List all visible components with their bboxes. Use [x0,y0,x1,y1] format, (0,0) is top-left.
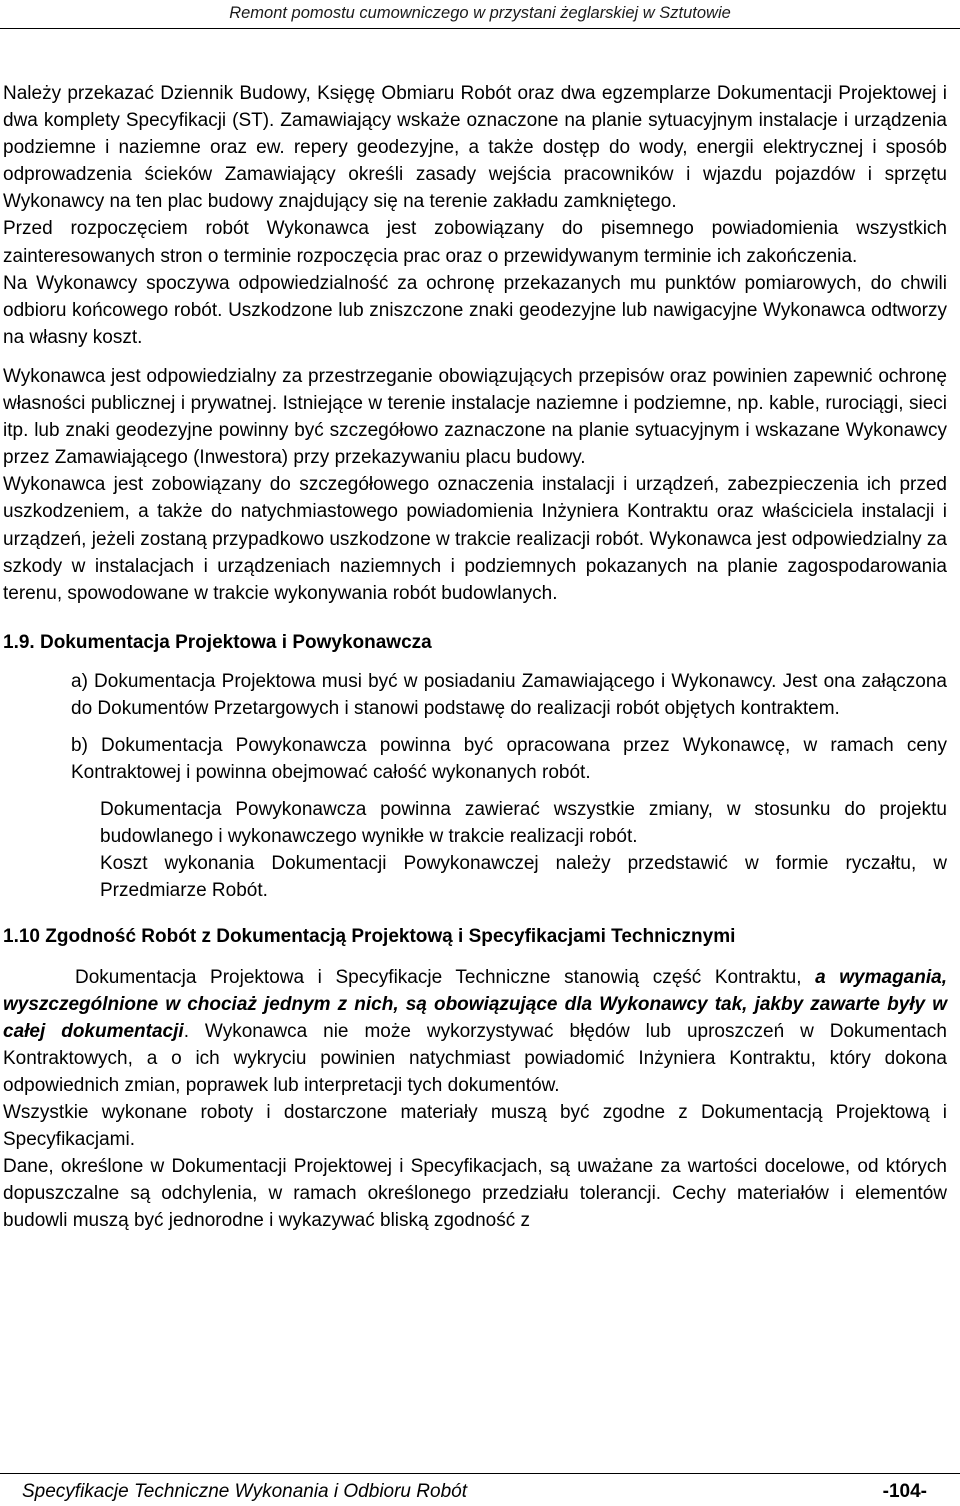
list-item-a: a) Dokumentacja Projektowa musi być w posiadaniu Zamawiającego i Wykonawcy. Jest ona załączona do Dokumentów Przetargowych i stanowi podstawę do realizacji robót objętych kontraktem. [71,670,947,719]
paragraph: Należy przekazać Dziennik Budowy, Księgę Obmiaru Robót oraz dwa egzemplarze Dokumentacji Projektowej i dwa komplety Specyfikacji (ST). Zamawiający wskaże oznaczone na planie sytuacyjnym instalacje i urządzenia podziemne i naziemne oraz ew. repery geodezyjne, a także dostęp do wody, energii elektrycznej i sposób odprowadzenia ścieków Zamawiający określi zasady wejścia pracowników i wjazdu pojazdów i sprzętu Wykonawcy na ten plac budowy znajdujący się na terenie zakładu zamkniętego. [3,83,947,213]
document-body [3,80,947,1234]
section-heading-1-9: 1.9. Dokumentacja Projektowa i Powykonawcza [3,631,432,653]
section-heading-1-10: 1.10 Zgodność Robót z Dokumentacją Projektową i Specyfikacjami Technicznymi [3,925,736,947]
footer-title: Specyfikacje Techniczne Wykonania i Odbioru Robót [22,1481,467,1502]
list-item-b-continuation: Dokumentacja Powykonawcza powinna zawierać wszystkie zmiany, w stosunku do projektu budowlanego i wykonawczego wynikłe w trakcie realizacji robót. [100,799,947,848]
paragraph-text: . Wykonawca nie może wykorzystywać błędów lub uproszczeń w Dokumentach Kontraktowych, a o ich wykryciu powinien natychmiast powiadomić Inżyniera Kontraktu, który dokona odpowiednich zmian, poprawek lub interpretacji tych dokumentów. [3,1020,947,1096]
paragraph: Dane, określone w Dokumentacji Projektowej i Specyfikacjach, są uważane za wartości docelowe, od których dopuszczalne są odchylenia, w ramach określonego przedziału tolerancji. Cechy materiałów i elementów budowli muszą być jednorodne i wykazywać bliską zgodność z [3,1156,947,1232]
page-header: Remont pomostu cumowniczego w przystani żeglarskiej w Sztutowie [229,4,731,22]
list-item-b-continuation: Koszt wykonania Dokumentacji Powykonawczej należy przedstawić w formie ryczałtu, w Przedmiarze Robót. [100,853,947,902]
page-footer [22,1480,927,1504]
paragraph [3,964,947,1099]
paragraph: Wykonawca jest odpowiedzialny za przestrzeganie obowiązujących przepisów oraz powinien zapewnić ochronę własności publicznej i prywatnej. Istniejące w terenie instalacje naziemne i podziemne, np. kable, rurociągi, sieci itp. lub znaki geodezyjne powinny być szczegółowo zaznaczone na planie sytuacyjnym i wskazane Wykonawcy przez Zamawiającego (Inwestora) przy przekazywaniu placu budowy. [3,365,947,469]
paragraph: Na Wykonawcy spoczywa odpowiedzialność za ochronę przekazanych mu punktów pomiarowych, do chwili odbioru końcowego robót. Uszkodzone lub zniszczone znaki geodezyjne lub nawigacyjne Wykonawca odtworzy na własny koszt. [3,272,947,348]
paragraph-text: Dokumentacja Projektowa i Specyfikacje Techniczne stanowią część Kontraktu, [75,966,816,988]
list-item-b: b) Dokumentacja Powykonawcza powinna być opracowana przez Wykonawcę, w ramach ceny Kontraktowej i powinna obejmować całość wykonanych robót. [71,734,947,784]
page-number: -104- [882,1481,927,1502]
emphasized-text: a wymagania, wyszczególnione w chociaż jednym z nich, są obowiązujące dla Wykonawcy tak, jakby zawarte były w całej dokumentacji [3,966,947,1042]
paragraph: Przed rozpoczęciem robót Wykonawca jest zobowiązany do pisemnego powiadomienia wszystkich zainteresowanych stron o terminie rozpoczęcia prac oraz o przewidywanym terminie ich zakończenia. [3,218,947,267]
footer-divider [0,1473,960,1474]
paragraph: Wszystkie wykonane roboty i dostarczone materiały muszą być zgodne z Dokumentacją Projektową i Specyfikacjami. [3,1102,947,1151]
header-divider [0,28,960,29]
paragraph: Wykonawca jest zobowiązany do szczegółowego oznaczenia instalacji i urządzeń, zabezpieczenia ich przed uszkodzeniem, a także do natychmiastowego powiadomienia Inżyniera Kontraktu oraz właściciela instalacji i urządzeń, jeżeli zostaną przypadkowo uszkodzone w trakcie realizacji robót. Wykonawca jest odpowiedzialny za szkody w instalacjach i urządzeniach naziemnych i podziemnych pokazanych na planie zagospodarowania terenu, spowodowane w trakcie wykonywania robót budowlanych. [3,474,947,604]
